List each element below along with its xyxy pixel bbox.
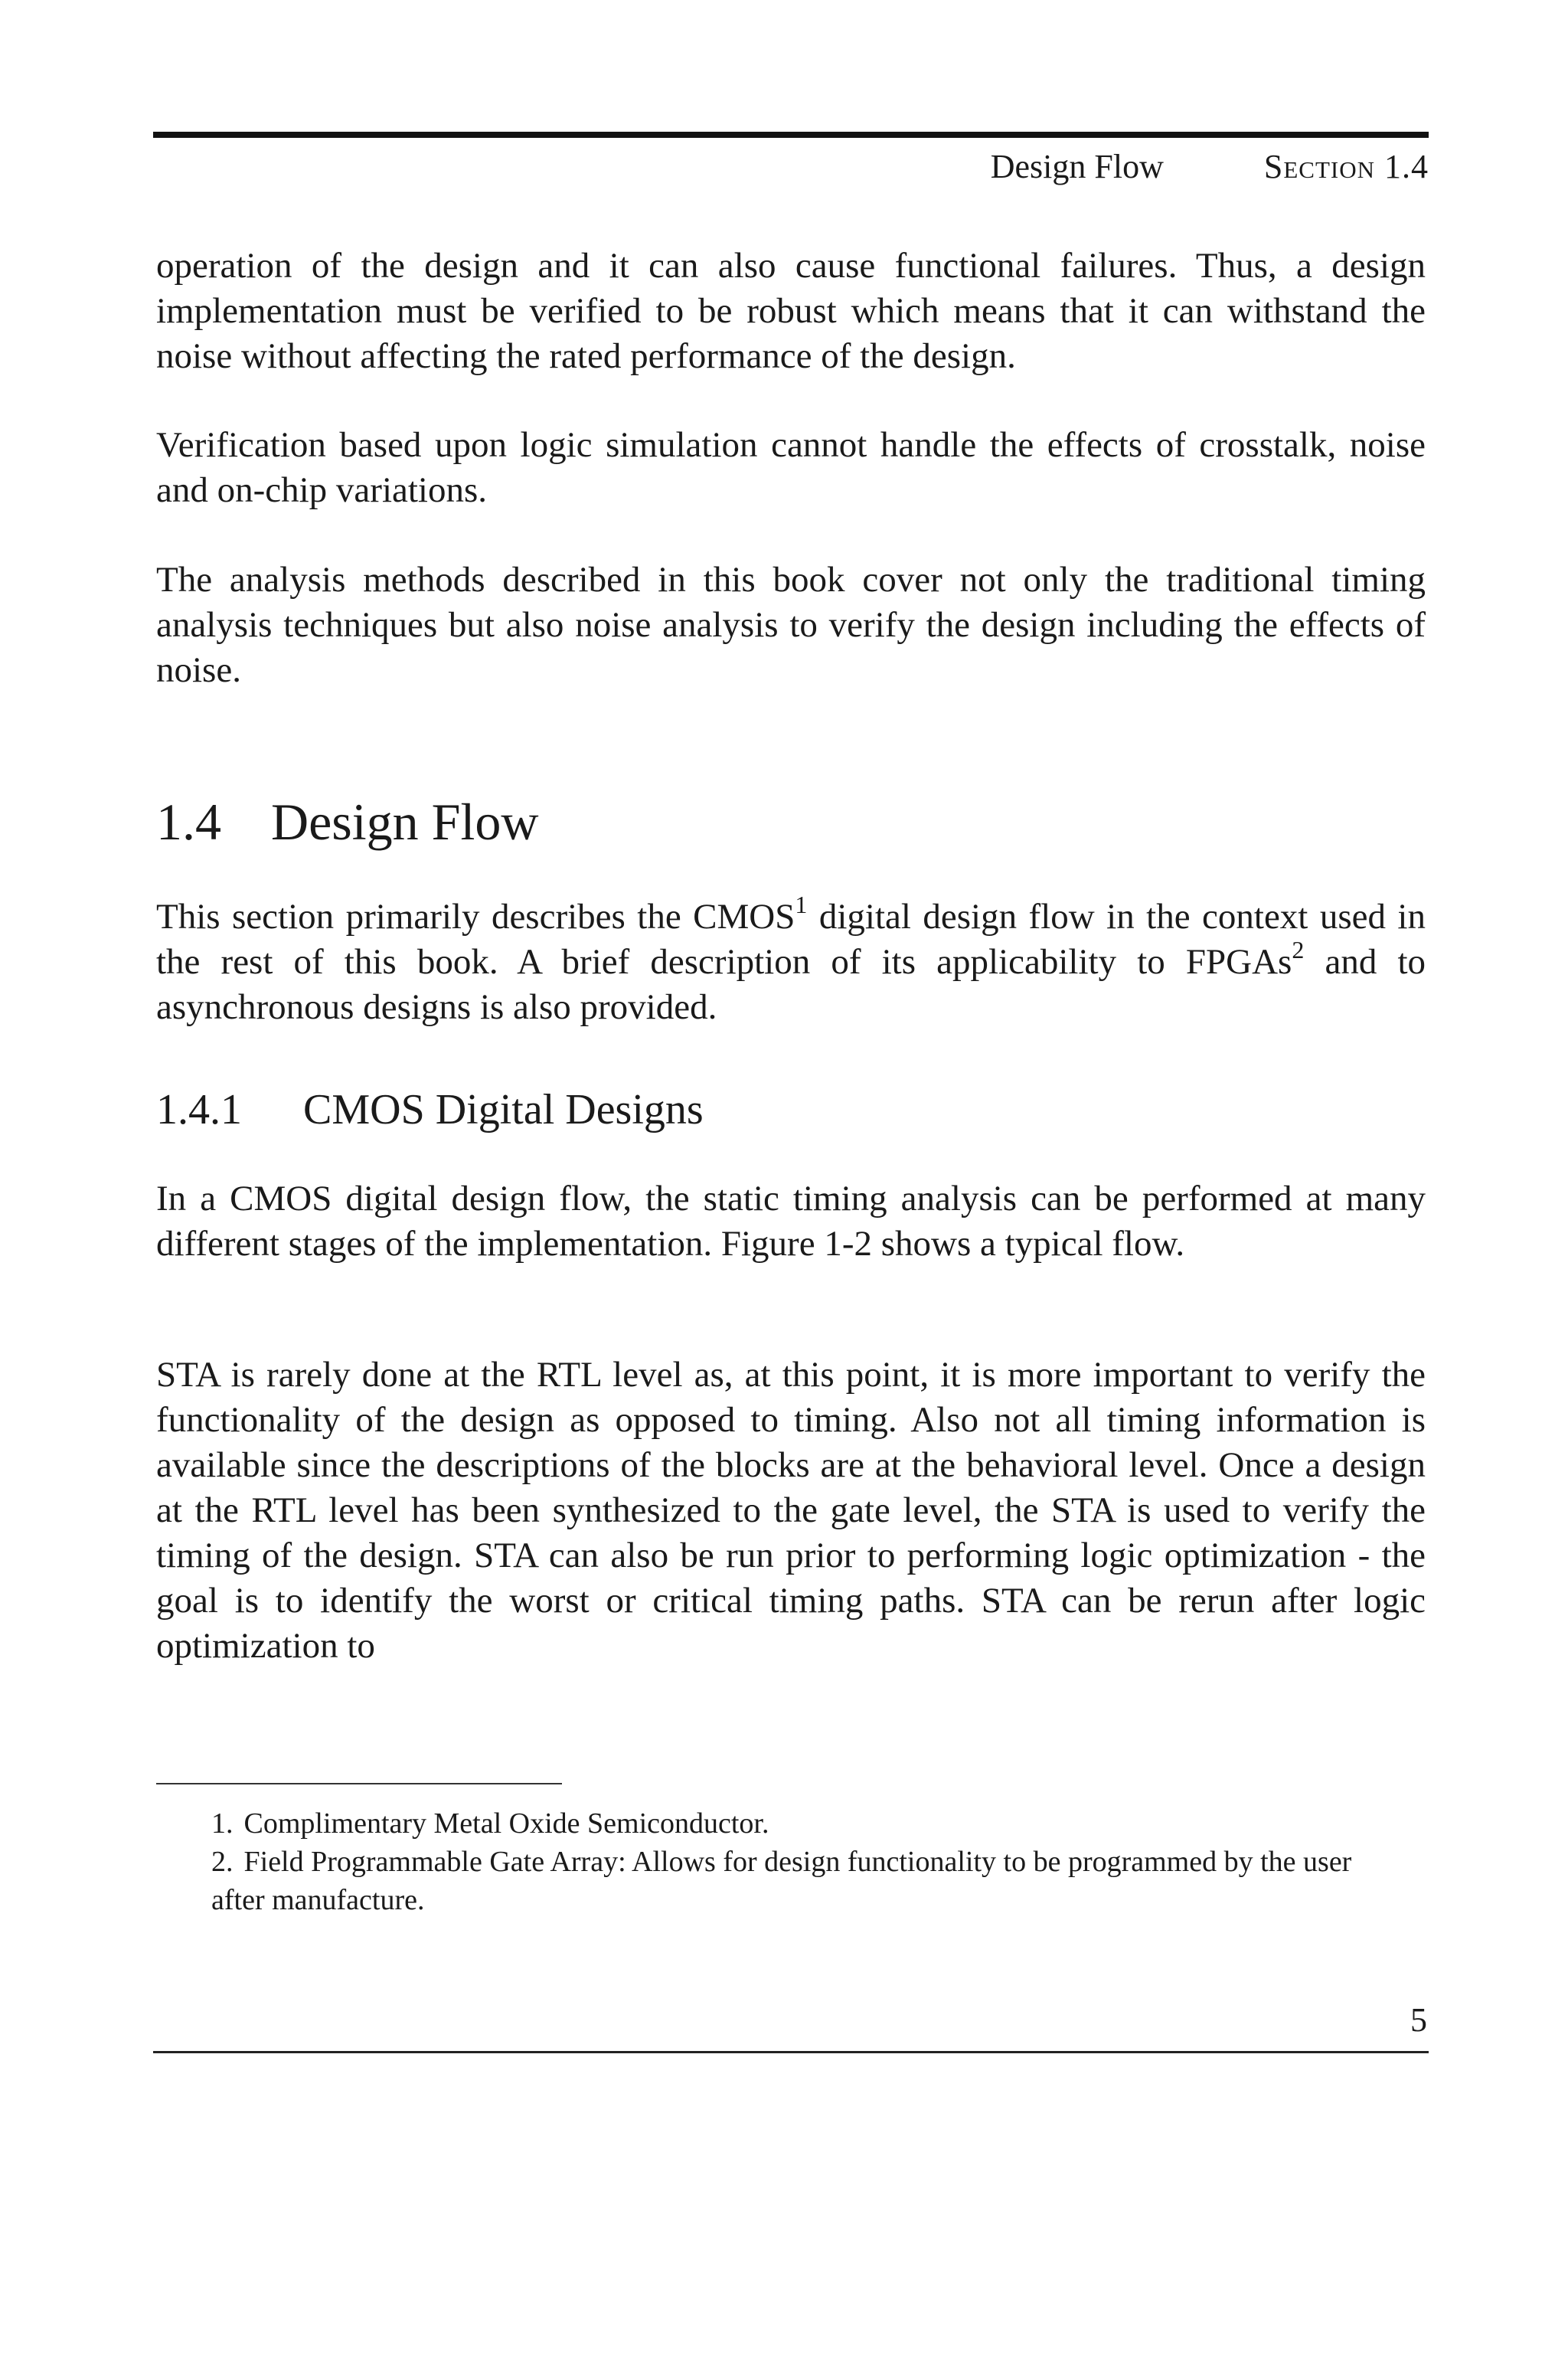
section-heading — [156, 789, 538, 855]
footer-rule — [153, 2051, 1429, 2053]
page-number: 5 — [1410, 2001, 1427, 2039]
paragraph-intro — [156, 244, 1426, 379]
paragraph-text: In a CMOS digital design flow, the static timing analysis can be performed at many different stages of the implementation. Figure 1-2 shows a typical flow. — [156, 1179, 1426, 1264]
paragraph-text: operation of the design and it can also cause functional failures. Thus, a design implementation must be verified to be robust which means that it can withstand the noise without affecting the rated performance of the design. — [156, 246, 1426, 376]
paragraph-sta-rtl — [156, 1353, 1426, 1669]
paragraph-text: Verification based upon logic simulation cannot handle the effects of crosstalk, noise and on-chip variations. — [156, 425, 1426, 510]
section-number: 1.4 — [156, 793, 221, 851]
footnote-rule — [156, 1783, 562, 1784]
footnote-text: Field Programmable Gate Array: Allows for design functionality to be programmed by the user after manufacture. — [211, 1846, 1352, 1916]
footnote-number: 1. — [211, 1807, 234, 1840]
text-run: and to asynchronous designs is also provided. — [156, 942, 1426, 1027]
text-run: This section primarily describes the CMOS — [156, 897, 795, 937]
running-header-title: Design Flow — [990, 148, 1164, 185]
paragraph-cmos-flow — [156, 1176, 1426, 1267]
text-run: digital design flow in the context used in the rest of this book. A brief description of its applicability to FPGAs — [156, 897, 1426, 982]
header-rule — [153, 132, 1429, 138]
subsection-title: CMOS Digital Designs — [303, 1086, 704, 1133]
paragraph-text — [156, 891, 1426, 1030]
running-header — [991, 146, 1429, 188]
paragraph-text: STA is rarely done at the RTL level as, at this point, it is more important to verify the functionality of the design as opposed to timing. Also not all timing information is available since the descriptions of the blocks are at the behavioral level. Once a design at the RTL level has been synthesized to the gate level, the STA is used to verify the timing of the design. STA can also be run prior to performing logic optimization - the goal is to identify the worst or critical timing paths. STA can be rerun after logic optimization to — [156, 1355, 1426, 1666]
running-header-section: Section 1.4 — [1263, 148, 1429, 185]
paragraph-text: The analysis methods described in this book cover not only the traditional timing analysis techniques but also noise analysis to verify the design including the effects of noise. — [156, 560, 1426, 690]
section-title: Design Flow — [271, 793, 539, 851]
paragraph-analysis-methods — [156, 558, 1426, 693]
footnote-ref-2[interactable]: 2 — [1292, 936, 1305, 963]
footnote-number: 2. — [211, 1846, 234, 1878]
footnote-text: Complimentary Metal Oxide Semiconductor. — [243, 1807, 769, 1840]
subsection-heading — [156, 1081, 704, 1138]
paragraph-logic-simulation — [156, 423, 1426, 513]
paragraph-section-intro — [156, 891, 1426, 1030]
footnote-2 — [211, 1843, 1406, 1919]
subsection-number: 1.4.1 — [156, 1086, 242, 1133]
footnote-ref-1[interactable]: 1 — [795, 891, 808, 918]
footnote-1 — [211, 1804, 1406, 1843]
footnotes — [211, 1804, 1406, 1919]
